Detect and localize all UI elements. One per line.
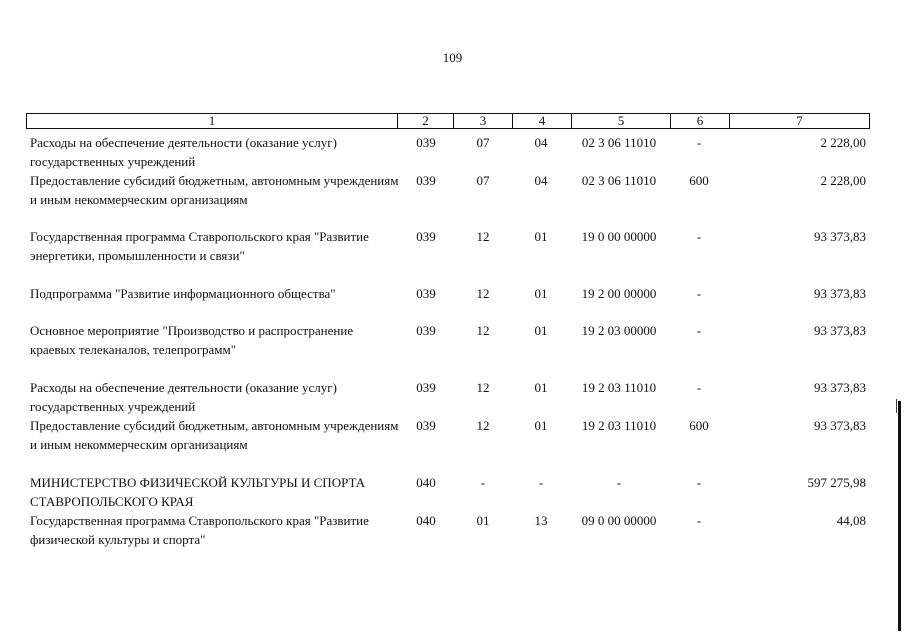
row-target-item: 02 3 06 11010 bbox=[581, 135, 657, 150]
row-description: Предоставление субсидий бюджетным, автономным учреждениям и иным некоммерческим организациям bbox=[30, 418, 399, 452]
row-ministry-code: 039 bbox=[416, 418, 436, 433]
row-ministry-code: 039 bbox=[416, 229, 436, 244]
row-description: Основное мероприятие "Производство и распространение краевых телеканалов, телепрограмм" bbox=[30, 323, 354, 357]
row-section: 07 bbox=[476, 173, 490, 188]
row-amount: 93 373,83 bbox=[814, 286, 866, 301]
row-target-item: 19 2 03 11010 bbox=[581, 380, 657, 395]
row-section: 07 bbox=[476, 135, 490, 150]
row-expense-type: 600 bbox=[689, 173, 709, 188]
row-amount: 93 373,83 bbox=[814, 380, 866, 395]
row-amount: 2 228,00 bbox=[820, 173, 866, 188]
row-ministry-code: 040 bbox=[416, 475, 436, 490]
row-expense-type: - bbox=[696, 286, 702, 301]
row-amount: 93 373,83 bbox=[814, 229, 866, 244]
row-description: Расходы на обеспечение деятельности (оказание услуг) государственных учреждений bbox=[30, 135, 337, 169]
row-section: 12 bbox=[476, 418, 490, 433]
row-expense-type: - bbox=[696, 135, 702, 150]
row-ministry-code: 039 bbox=[416, 135, 436, 150]
row-subsection: - bbox=[538, 475, 544, 490]
row-target-item: 02 3 06 11010 bbox=[581, 173, 657, 188]
row-target-item: 19 0 00 00000 bbox=[581, 229, 657, 244]
page-number: 109 bbox=[442, 50, 463, 65]
row-ministry-code: 040 bbox=[416, 513, 436, 528]
row-expense-type: - bbox=[696, 475, 702, 490]
row-subsection: 01 bbox=[534, 286, 548, 301]
header-col-3: 3 bbox=[454, 114, 513, 128]
row-target-item: 19 2 03 11010 bbox=[581, 418, 657, 433]
row-ministry-code: 039 bbox=[416, 286, 436, 301]
header-col-5: 5 bbox=[572, 114, 671, 128]
row-expense-type: - bbox=[696, 323, 702, 338]
row-ministry-code: 039 bbox=[416, 323, 436, 338]
row-subsection: 01 bbox=[534, 229, 548, 244]
row-section: 12 bbox=[476, 286, 490, 301]
row-section: 12 bbox=[476, 380, 490, 395]
row-subsection: 01 bbox=[534, 323, 548, 338]
row-amount: 2 228,00 bbox=[820, 135, 866, 150]
row-subsection: 04 bbox=[534, 135, 548, 150]
row-expense-type: - bbox=[696, 229, 702, 244]
row-target-item: - bbox=[616, 475, 622, 490]
row-amount: 93 373,83 bbox=[814, 323, 866, 338]
row-subsection: 01 bbox=[534, 418, 548, 433]
row-section: 12 bbox=[476, 323, 490, 338]
table-header bbox=[26, 113, 870, 129]
row-section: 01 bbox=[476, 513, 490, 528]
row-description: Государственная программа Ставропольского края "Развитие физической культуры и спорта" bbox=[30, 513, 369, 547]
row-target-item: 19 2 03 00000 bbox=[581, 323, 657, 338]
row-amount: 597 275,98 bbox=[807, 475, 866, 490]
row-description: Подпрограмма "Развитие информационного общества" bbox=[30, 286, 336, 301]
row-description: МИНИСТЕРСТВО ФИЗИЧЕСКОЙ КУЛЬТУРЫ И СПОРТА СТАВРОПОЛЬСКОГО КРАЯ bbox=[30, 475, 366, 509]
row-expense-type: - bbox=[696, 513, 702, 528]
row-ministry-code: 039 bbox=[416, 380, 436, 395]
scan-edge-tick bbox=[896, 399, 897, 413]
row-amount: 44,08 bbox=[836, 513, 866, 528]
row-description: Государственная программа Ставропольского края "Развитие энергетики, промышленности и связи" bbox=[30, 229, 369, 263]
row-description: Предоставление субсидий бюджетным, автономным учреждениям и иным некоммерческим организациям bbox=[30, 173, 399, 207]
row-subsection: 01 bbox=[534, 380, 548, 395]
header-col-6: 6 bbox=[671, 114, 730, 128]
header-col-4: 4 bbox=[513, 114, 572, 128]
scan-edge-bar bbox=[898, 401, 901, 631]
row-target-item: 09 0 00 00000 bbox=[581, 513, 657, 528]
row-section: 12 bbox=[476, 229, 490, 244]
row-target-item: 19 2 00 00000 bbox=[581, 286, 657, 301]
row-description: Расходы на обеспечение деятельности (оказание услуг) государственных учреждений bbox=[30, 380, 337, 414]
header-col-7: 7 bbox=[796, 113, 803, 128]
row-expense-type: 600 bbox=[689, 418, 709, 433]
row-subsection: 04 bbox=[534, 173, 548, 188]
header-col-1: 1 bbox=[27, 114, 398, 128]
row-ministry-code: 039 bbox=[416, 173, 436, 188]
row-expense-type: - bbox=[696, 380, 702, 395]
row-section: - bbox=[480, 475, 486, 490]
row-amount: 93 373,83 bbox=[814, 418, 866, 433]
header-col-2: 2 bbox=[398, 114, 454, 128]
row-subsection: 13 bbox=[534, 513, 548, 528]
